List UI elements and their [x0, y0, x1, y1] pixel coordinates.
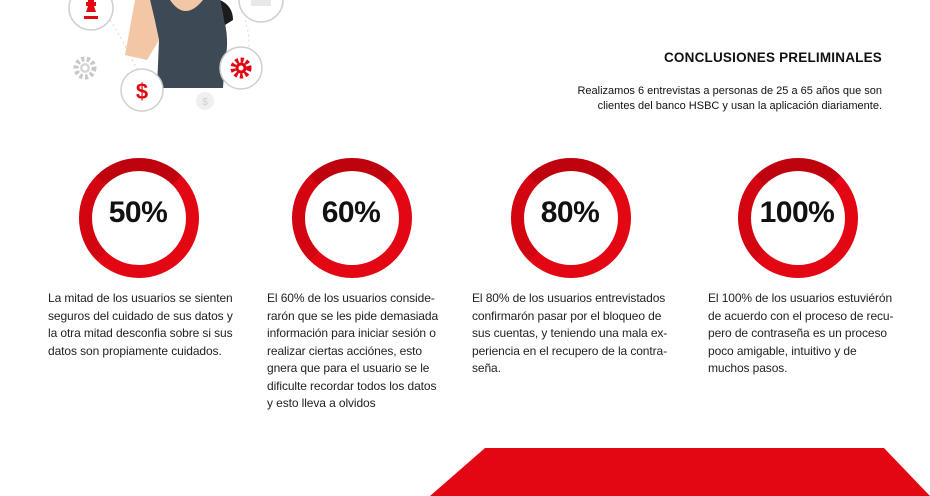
red-gear-icon: [220, 47, 262, 89]
svg-text:$: $: [135, 79, 149, 104]
gear-icon: [76, 59, 94, 77]
stat-description-2: El 60% de los usuarios conside- rarón que se les pide demasiada información para iniciar sesión o realizar ciertas acciónes, esto gnera que para el usuario se le dificulte recordar todos los datos y esto lleva a olvidos: [267, 291, 439, 410]
page-title: CONCLUSIONES PRELIMINALES: [663, 50, 882, 65]
stat-card-3: [505, 156, 635, 278]
svg-text:$: $: [202, 97, 208, 108]
chess-piece-icon: [69, 0, 113, 30]
red-banner-shape: [430, 448, 930, 496]
page-description: Realizamos 6 entrevistas a personas de 25 a 65 años que son clientes del banco HSBC y usan la aplicación diariamente.: [577, 85, 882, 112]
person-with-icons-illustration: [55, 0, 285, 112]
percentage-value: 60%: [321, 196, 381, 229]
stat-description-1: La mitad de los usuarios se sienten seguros del cuidado de sus datos y la otra mitad desconfia sobre si sus datos son propiamente cuidados.: [48, 291, 233, 358]
dollar-icon: [121, 69, 163, 111]
stat-card-4: [732, 156, 862, 278]
stat-card-1: [73, 156, 203, 278]
percentage-value: 100%: [759, 196, 835, 229]
stat-card-2: [286, 156, 416, 278]
stat-description-4: El 100% de los usuarios estuviérón de acuerdo con el proceso de recu- pero de contraseña es un proceso poco amigable, intuitivo y de muchos pasos.: [708, 291, 894, 375]
document-icon: [239, 0, 283, 22]
percentage-value: 80%: [540, 196, 600, 229]
coin-icon: [196, 92, 214, 110]
percentage-value: 50%: [108, 196, 168, 229]
stat-description-3: El 80% de los usuarios entrevistados confirmarón pasar por el bloqueo de sus cuentas, y teniendo una mala ex- periencia en el recupero de la contra- seña.: [472, 291, 668, 375]
